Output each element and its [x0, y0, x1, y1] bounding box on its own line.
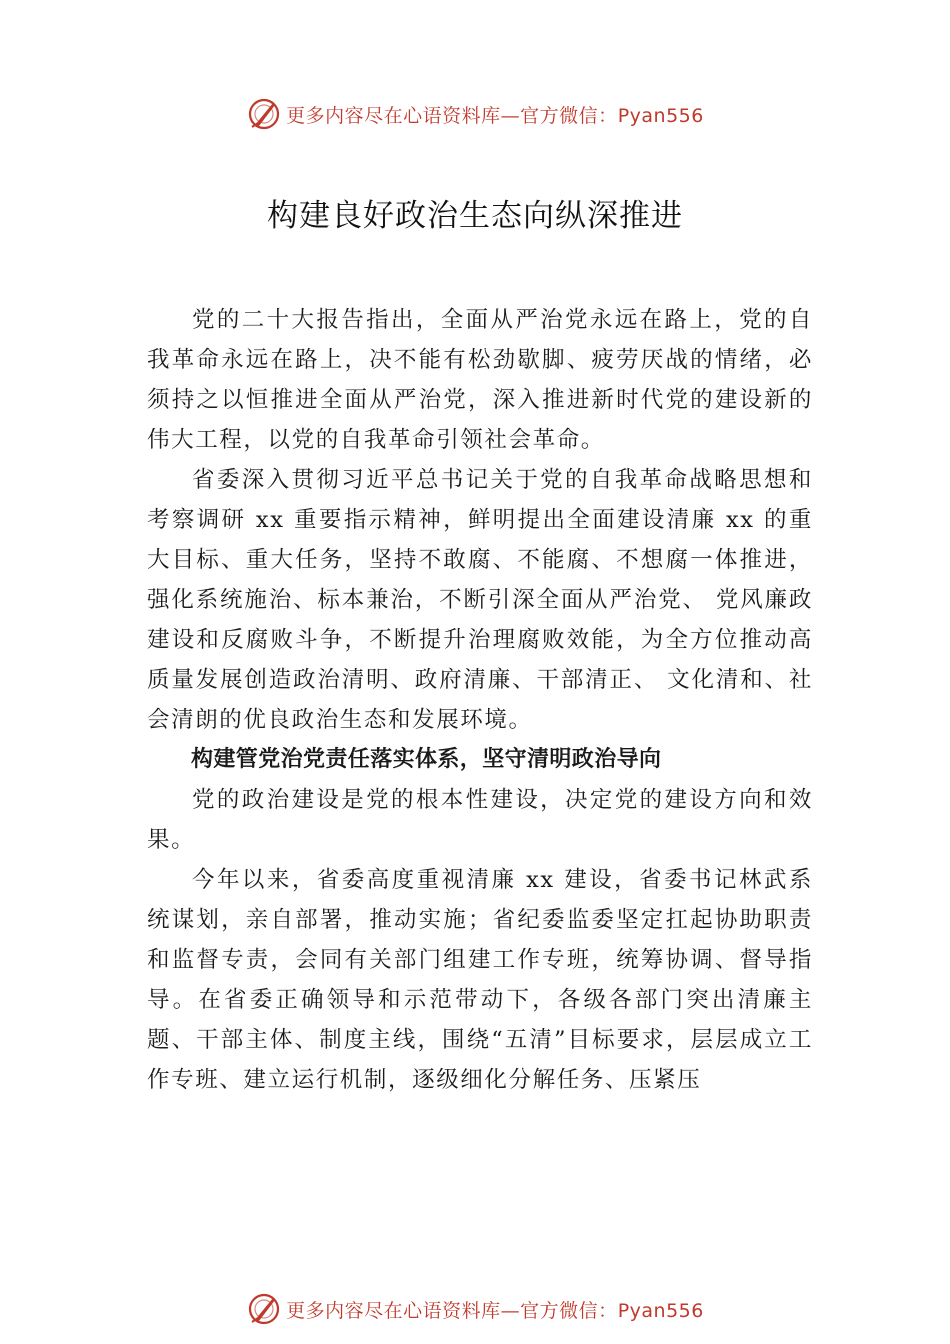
header-banner: [0, 92, 950, 136]
banner-text: [286, 1296, 704, 1323]
footer-banner: [0, 1287, 950, 1331]
banner-wechat-label: 官方微信：: [520, 104, 618, 127]
paragraph: 党的政治建设是党的根本性建设，决定党的建设方向和效果。: [147, 787, 813, 853]
banner-dash: —: [500, 1299, 521, 1322]
banner-wechat-id: Pyan556: [617, 104, 704, 127]
document-body: [147, 300, 813, 1100]
paragraph: 今年以来，省委高度重视清廉 xx 建设，省委书记林武系统谋划，亲自部署，推动实施；省纪委监委坚定扛起协助职责和监督专责，会同有关部门组建工作专班，统筹协调、督导指导。在省委正确领导和示范带动下，各级各部门突出清廉主题、干部主体、制度主线，围绕“五清”目标要求，层层成立工作专班、建立运行机制，逐级细化分解任务、压紧压: [147, 867, 813, 1093]
quill-logo-icon: [246, 1291, 282, 1327]
banner-wechat-id: Pyan556: [617, 1299, 704, 1322]
page-title: 构建良好政治生态向纵深推进: [267, 198, 683, 234]
banner-dash: —: [500, 104, 521, 127]
paragraph: 省委深入贯彻习近平总书记关于党的自我革命战略思想和考察调研 xx 重要指示精神，鲜明提出全面建设清廉 xx 的重大目标、重大任务，坚持不敢腐、不能腐、不想腐一体推进，强化系统施治、标本兼治，不断引深全面从严治党、 党风廉政建设和反腐败斗争，不断提升治理腐败效能，为全方位推动高质量发展创造政治清明、政府清廉、干部清正、 文化清和、社会清朗的优良政治生态和发展环境。: [147, 467, 813, 733]
banner-wechat-label: 官方微信：: [520, 1299, 618, 1322]
banner-text: [286, 101, 704, 128]
section-heading: 构建管党治党责任落实体系，坚守清明政治导向: [191, 747, 662, 772]
paragraph: 党的二十大报告指出，全面从严治党永远在路上，党的自我革命永远在路上，决不能有松劲歇脚、疲劳厌战的情绪，必须持之以恒推进全面从严治党，深入推进新时代党的建设新的伟大工程，以党的自我革命引领社会革命。: [147, 307, 813, 453]
quill-logo-icon: [246, 96, 282, 132]
banner-slogan: 更多内容尽在心语资料库: [286, 104, 501, 127]
banner-slogan: 更多内容尽在心语资料库: [286, 1299, 501, 1322]
